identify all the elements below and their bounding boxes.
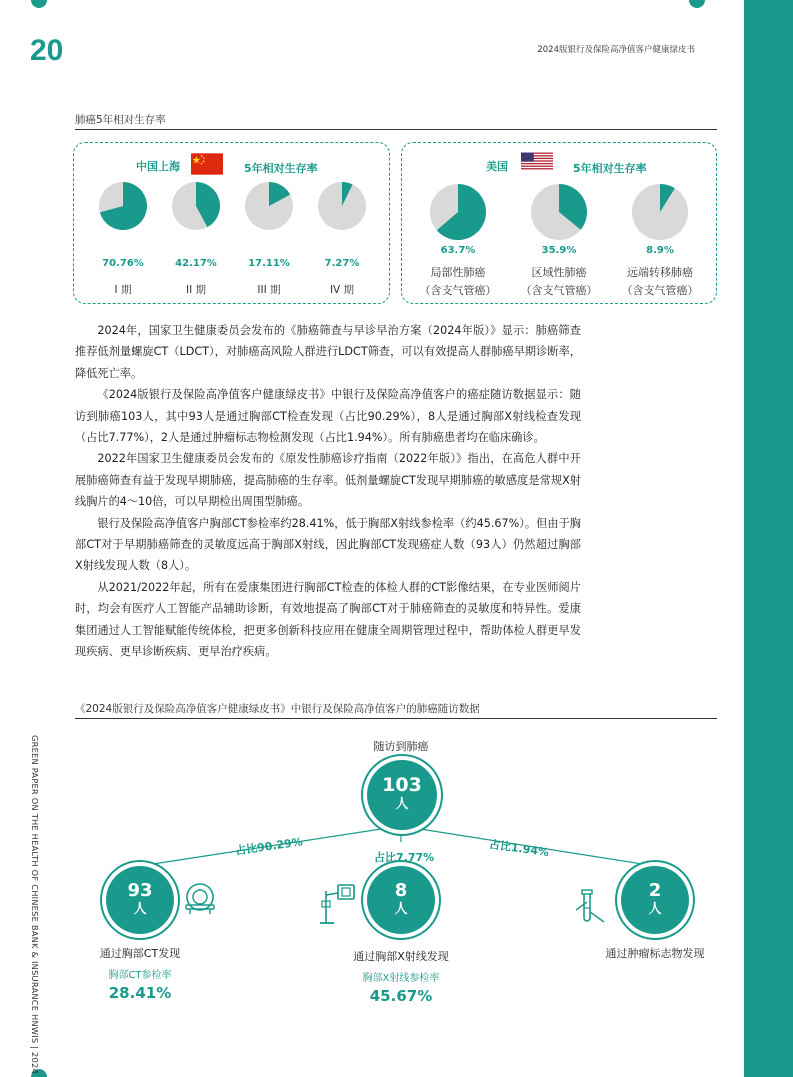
- ct-unit: 人: [133, 902, 147, 917]
- xray-unit: 人: [394, 902, 408, 917]
- followup-section-title: 《2024版银行及保险高净值客户健康绿皮书》中银行及保险高净值客户的肺癌随访数据: [75, 703, 480, 715]
- usa-distant-label-line2: （含支气管癌）: [621, 284, 699, 297]
- usa-region-label: 美国: [486, 160, 508, 173]
- ct-rate: 28.41%: [108, 984, 172, 1002]
- marker-share: 占比1.94%: [488, 837, 550, 860]
- paragraph-4: 银行及保险高净值客户胸部CT参检率约28.41%，低于胸部X射线参检率（约45.67%）。但由于胸部CT对于早期肺癌筛查的灵敏度远高于胸部X射线，因此胸部CT发现癌症人数（93人）仍然超过胸部X射线发现人数（8人）。: [75, 516, 581, 573]
- usa-local-label-line2: （含支气管癌）: [419, 284, 497, 297]
- side-running-text: GREEN PAPER ON THE HEALTH OF CHINESE BANK & INSURANCE HNWIS | 2024: [30, 735, 40, 1074]
- china-pct-stage4: 7.27%: [324, 258, 360, 269]
- paragraph-1: 2024年，国家卫生健康委员会发布的《肺癌筛查与早诊早治方案（2024年版）》显示：肺癌筛查推荐低剂量螺旋CT（LDCT），对肺癌高风险人群进行LDCT筛查，可以有效提高人群肺癌早期诊断率，降低死亡率。: [75, 324, 581, 380]
- china-stage2-label: II 期: [185, 284, 207, 296]
- china-stage4-label: IV 期: [329, 284, 355, 296]
- root-count-circle: [367, 760, 437, 830]
- ct-rate-label: 胸部CT参检率: [108, 970, 172, 981]
- china-pct-stage3: 17.11%: [248, 258, 290, 269]
- xray-label: 通过胸部X射线发现: [353, 950, 449, 963]
- ct-count-circle: [106, 866, 174, 934]
- survival-section-title: 肺癌5年相对生存率: [75, 114, 166, 126]
- xray-count: 8: [394, 880, 408, 901]
- ct-label: 通过胸部CT发现: [99, 947, 181, 960]
- china-pct-stage1: 70.76%: [102, 258, 144, 269]
- usa-regional-label-line2: （含支气管癌）: [520, 284, 598, 297]
- usa-local-label-line1: 局部性肺癌: [430, 266, 486, 279]
- root-count: 103: [382, 774, 422, 796]
- usa-regional-label-line1: 区域性肺癌: [531, 266, 587, 279]
- xray-machine-icon: [318, 883, 358, 927]
- china-stage3-label: III 期: [257, 284, 281, 296]
- page-number: 20: [30, 34, 64, 67]
- ct-scanner-icon: [182, 880, 218, 916]
- xray-share: 占比7.77%: [374, 851, 435, 864]
- china-region-label: 中国上海: [136, 160, 180, 173]
- china-metric-label: 5年相对生存率: [244, 162, 318, 175]
- ct-count: 93: [127, 880, 153, 901]
- usa-metric-label: 5年相对生存率: [573, 162, 647, 175]
- marker-count-circle: [621, 866, 689, 934]
- usa-distant-label-line1: 远端转移肺癌: [627, 266, 693, 279]
- usa-pct-local: 63.7%: [440, 245, 476, 256]
- running-header: 2024版银行及保险高净值客户健康绿皮书: [537, 45, 695, 55]
- usa-pct-distant: 8.9%: [646, 245, 674, 256]
- test-tube-icon: [574, 888, 608, 928]
- paragraph-3: 2022年国家卫生健康委员会发布的《原发性肺癌诊疗指南（2022年版）》指出，在高危人群中开展肺癌筛查有益于发现早期肺癌，提高肺癌的生存率。低剂量螺旋CT发现早期肺癌的敏感度是常规X射线胸片的4～10倍，可以早期检出周围型肺癌。: [75, 452, 581, 509]
- root-label: 随访到肺癌: [373, 740, 429, 753]
- xray-count-circle: [367, 866, 435, 934]
- usa-pct-regional: 35.9%: [541, 245, 577, 256]
- china-pct-stage2: 42.17%: [175, 258, 217, 269]
- china-stage1-label: I 期: [114, 284, 132, 296]
- ct-share: 占比90.29%: [234, 835, 304, 858]
- root-unit: 人: [395, 797, 409, 812]
- marker-unit: 人: [648, 902, 662, 917]
- xray-rate: 45.67%: [369, 987, 433, 1005]
- xray-rate-label: 胸部X射线参检率: [362, 973, 440, 984]
- paragraph-2: 《2024版银行及保险高净值客户健康绿皮书》中银行及保险高净值客户的癌症随访数据显示：随访到肺癌103人，其中93人是通过胸部CT检查发现（占比90.29%），8人是通过胸部X射线检查发现（占比7.77%），2人是通过肿瘤标志物检测发现（占比1.94%）。所有肺癌患者均在临床确诊。: [75, 388, 581, 445]
- marker-count: 2: [648, 880, 662, 901]
- marker-label: 通过肿瘤标志物发现: [605, 947, 705, 960]
- paragraph-5: 从2021/2022年起，所有在爱康集团进行胸部CT检查的体检人群的CT影像结果，在专业医师阅片时，均会有医疗人工智能产品辅助诊断，有效地提高了胸部CT对于肺癌筛查的灵敏度和特异性。爱康集团通过人工智能赋能传统体检，把更多创新科技应用在健康全周期管理过程中，帮助体检人群更早发现疾病、更早诊断疾病、更早治疗疾病。: [75, 580, 581, 659]
